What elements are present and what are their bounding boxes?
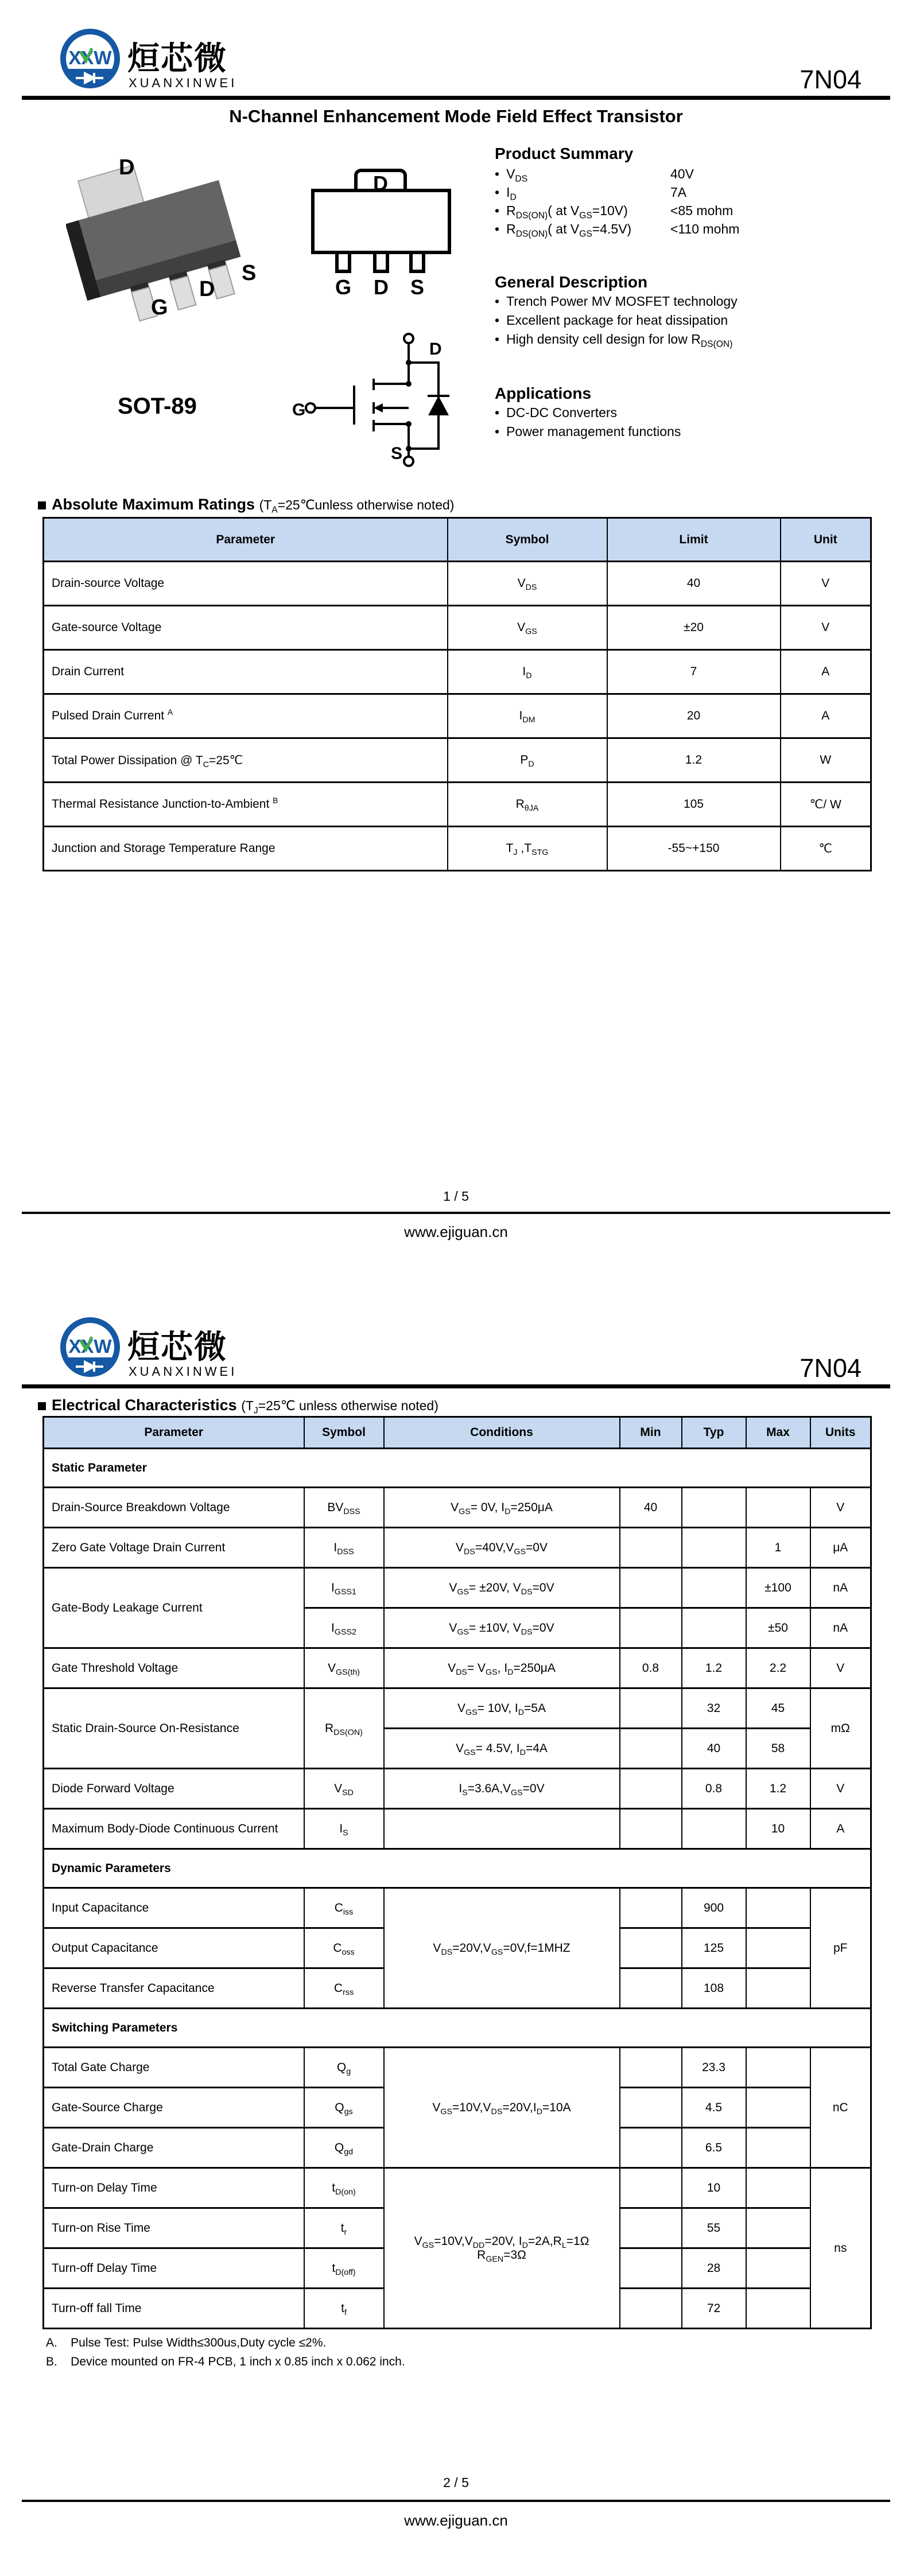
symbol-cell: $C_{oss}$: [304, 1928, 384, 1968]
unit-cell: W: [781, 738, 871, 783]
max-cell: 1: [746, 1528, 810, 1568]
symbol-cell: $t_{D(on)}$: [304, 2168, 384, 2208]
limit-cell: 20: [607, 694, 781, 738]
conditions-cell: [384, 2168, 620, 2329]
svg-text:G: G: [335, 275, 352, 298]
col-header-symbol: Symbol: [304, 1417, 384, 1449]
symbol-cell: $t_f$: [304, 2289, 384, 2329]
typ-cell: [682, 1528, 746, 1568]
conditions-cell: $I_S=3.6A,V_{GS}=0V$: [384, 1769, 620, 1809]
company-logo-icon: [57, 1315, 123, 1380]
elec-char-heading: [38, 1396, 438, 1414]
typ-cell: [682, 1488, 746, 1528]
col-header-max: Max: [746, 1417, 810, 1449]
param-cell: Gate Threshold Voltage: [44, 1648, 304, 1688]
symbol-cell: $t_{D(off)}$: [304, 2248, 384, 2289]
summary-item-value: <110 mohm: [670, 221, 740, 236]
max-cell: [746, 2048, 810, 2088]
typ-cell: 125: [682, 1928, 746, 1968]
header-rule: [22, 96, 890, 100]
max-cell: 10: [746, 1809, 810, 1849]
param-cell: Static Drain-Source On-Resistance: [44, 1688, 304, 1769]
pinout-diagram: [310, 164, 453, 298]
page-number: 1 / 5: [443, 1189, 469, 1204]
min-cell: [620, 2248, 682, 2289]
conditions-cell: $V_{GS}= 0V$, $I_D=250\mu A$: [384, 1488, 620, 1528]
symbol-cell: $C_{rss}$: [304, 1968, 384, 2009]
section-bullet-icon: [38, 501, 46, 509]
package-3d-image: [66, 145, 261, 322]
min-cell: [620, 1729, 682, 1769]
table-row: [44, 694, 871, 738]
svg-text:D: D: [119, 155, 135, 180]
units-cell: μA: [810, 1528, 871, 1568]
typ-cell: 28: [682, 2248, 746, 2289]
summary-item-label: • $R_{DS(ON)}$( at $V_{GS}=4.5V$): [495, 223, 670, 236]
table-row: [44, 606, 871, 650]
typ-cell: 72: [682, 2289, 746, 2329]
table-row: [44, 1809, 871, 1849]
table-row: [44, 738, 871, 783]
min-cell: [620, 1568, 682, 1608]
footer-rule: [22, 2500, 890, 2502]
conditions-cell: $V_{GS}=10V,V_{DS}=20V,I_D=10A$: [384, 2048, 620, 2168]
symbol-cell: $T_J$ $,T_{STG}$: [448, 827, 607, 871]
param-cell: Total Power Dissipation @ $T_C=25℃$: [44, 738, 448, 783]
col-header-units: Units: [810, 1417, 871, 1449]
mosfet-symbol: [290, 328, 456, 474]
svg-text:G: G: [151, 295, 168, 320]
table-row: [44, 1488, 871, 1528]
typ-cell: 23.3: [682, 2048, 746, 2088]
col-header-conditions: Conditions: [384, 1417, 620, 1449]
param-cell: Zero Gate Voltage Drain Current: [44, 1528, 304, 1568]
unit-cell: ℃: [781, 827, 871, 871]
max-cell: [746, 1488, 810, 1528]
list-item: • DC-DC Converters: [495, 406, 681, 419]
min-cell: [620, 1688, 682, 1729]
min-cell: [620, 2208, 682, 2248]
conditions-cell: $V_{GS}= 10V$, $I_D=5A$: [384, 1688, 620, 1729]
table-row: [44, 2048, 871, 2088]
symbol-cell: $V_{GS}$: [448, 606, 607, 650]
typ-cell: 4.5: [682, 2088, 746, 2128]
svg-text:D: D: [429, 340, 442, 359]
typ-cell: [682, 1809, 746, 1849]
max-cell: [746, 2248, 810, 2289]
typ-cell: 0.8: [682, 1769, 746, 1809]
symbol-cell: $Q_g$: [304, 2048, 384, 2088]
col-header-typ: Typ: [682, 1417, 746, 1449]
max-cell: [746, 2168, 810, 2208]
abs-max-table: [42, 517, 872, 871]
list-item: • Trench Power MV MOSFET technology: [495, 295, 738, 308]
max-cell: ±50: [746, 1608, 810, 1648]
limit-cell: ±20: [607, 606, 781, 650]
symbol-cell: $V_{DS}$: [448, 562, 607, 606]
applications-heading: Applications: [495, 384, 592, 402]
conditions-cell: $V_{DS}=40V,V_{GS}=0V$: [384, 1528, 620, 1568]
package-label: SOT-89: [118, 394, 197, 419]
min-cell: [620, 1888, 682, 1928]
symbol-cell: $BV_{DSS}$: [304, 1488, 384, 1528]
limit-cell: 105: [607, 783, 781, 827]
summary-item-label: • $V_{DS}$: [495, 168, 670, 181]
param-cell: Output Capacitance: [44, 1928, 304, 1968]
svg-text:D: D: [373, 172, 388, 195]
table-row: [44, 1688, 871, 1729]
section-bullet-icon: [38, 1402, 46, 1410]
typ-cell: 32: [682, 1688, 746, 1729]
product-summary-list: [495, 166, 862, 239]
limit-cell: -55~+150: [607, 827, 781, 871]
summary-item-label: • $R_{DS(ON)}$( at $V_{GS}=10V$): [495, 204, 670, 217]
max-cell: [746, 2208, 810, 2248]
units-cell: V: [810, 1488, 871, 1528]
conditions-cell: [384, 1809, 620, 1849]
param-cell: Turn-off Delay Time: [44, 2248, 304, 2289]
param-cell: Turn-on Rise Time: [44, 2208, 304, 2248]
symbol-cell: $I_D$: [448, 650, 607, 694]
header-rule: [22, 1384, 890, 1388]
table-row: [44, 1769, 871, 1809]
elec-char-heading-note: ($T_J=25℃$ unless otherwise noted): [241, 1398, 438, 1416]
svg-text:XXW: XXW: [68, 1336, 112, 1357]
table-row: [44, 1648, 871, 1688]
conditions-cell: $V_{GS}= \pm 20V$, $V_{DS}=0V$: [384, 1568, 620, 1608]
table-notes: [46, 2334, 405, 2371]
max-cell: 1.2: [746, 1769, 810, 1809]
col-header-unit: Unit: [781, 518, 871, 562]
summary-item-value: 7A: [670, 185, 687, 200]
unit-cell: A: [781, 694, 871, 738]
summary-item-value: 40V: [670, 166, 694, 181]
param-cell: Diode Forward Voltage: [44, 1769, 304, 1809]
section-row: [44, 2009, 871, 2048]
max-cell: ±100: [746, 1568, 810, 1608]
unit-cell: ℃/ W: [781, 783, 871, 827]
list-item: • Excellent package for heat dissipation: [495, 314, 738, 327]
typ-cell: 40: [682, 1729, 746, 1769]
table-row: [44, 2168, 871, 2208]
param-cell: Turn-off fall Time: [44, 2289, 304, 2329]
min-cell: [620, 1608, 682, 1648]
param-cell: Turn-on Delay Time: [44, 2168, 304, 2208]
svg-text:D: D: [374, 275, 389, 298]
conditions-cell: $V_{GS}= 4.5V$, $I_D=4A$: [384, 1729, 620, 1769]
col-header-limit: Limit: [607, 518, 781, 562]
min-cell: [620, 2168, 682, 2208]
symbol-cell: $V_{GS(th)}$: [304, 1648, 384, 1688]
summary-item-label: • $I_D$: [495, 186, 670, 199]
max-cell: [746, 1888, 810, 1928]
conditions-cell: $V_{DS}=20V,V_{GS}=0V,f=1MHZ$: [384, 1888, 620, 2009]
max-cell: 2.2: [746, 1648, 810, 1688]
param-cell: Thermal Resistance Junction-to-Ambient $^B$: [44, 783, 448, 827]
symbol-cell: $Q_{gs}$: [304, 2088, 384, 2128]
max-cell: [746, 1968, 810, 2009]
elec-char-table: [42, 1416, 872, 2329]
min-cell: [620, 1528, 682, 1568]
table-row: [44, 1568, 871, 1608]
param-cell: Pulsed Drain Current $^A$: [44, 694, 448, 738]
conditions-line1: $V_{GS}=10V,V_{DD}=20V$, $I_D=2A,R_L=1\Omega$: [414, 2234, 589, 2250]
brand-name-cn: 烜芯微: [127, 1329, 227, 1365]
param-cell: Reverse Transfer Capacitance: [44, 1968, 304, 2009]
symbol-cell: $I_{DSS}$: [304, 1528, 384, 1568]
svg-text:XXW: XXW: [68, 47, 112, 68]
product-summary-heading: Product Summary: [495, 145, 634, 162]
table-row: [44, 1528, 871, 1568]
list-item: • High density cell design for low $R_{DS(ON)}$: [495, 333, 738, 346]
svg-text:S: S: [242, 261, 257, 285]
page-title: N-Channel Enhancement Mode Field Effect Transistor: [229, 106, 683, 126]
typ-cell: 108: [682, 1968, 746, 2009]
max-cell: 45: [746, 1688, 810, 1729]
footer-rule: [22, 1212, 890, 1214]
limit-cell: 1.2: [607, 738, 781, 783]
unit-cell: V: [781, 562, 871, 606]
unit-cell: V: [781, 606, 871, 650]
abs-max-heading-text: Absolute Maximum Ratings: [52, 496, 255, 513]
unit-cell: A: [781, 650, 871, 694]
param-cell: Total Gate Charge: [44, 2048, 304, 2088]
section-row: [44, 1849, 871, 1888]
section-label: Dynamic Parameters: [44, 1849, 871, 1888]
table-row: [44, 1888, 871, 1928]
conditions-line2: $R_{GEN}=3\Omega$: [477, 2248, 526, 2264]
param-cell: Gate-Body Leakage Current: [44, 1568, 304, 1648]
symbol-cell: $R_{\theta JA}$: [448, 783, 607, 827]
col-header-min: Min: [620, 1417, 682, 1449]
company-logo-icon: [57, 26, 123, 92]
table-row: [44, 562, 871, 606]
col-header-parameter: Parameter: [44, 518, 448, 562]
brand-name-cn: 烜芯微: [127, 40, 227, 76]
units-cell: nA: [810, 1608, 871, 1648]
section-row: [44, 1449, 871, 1488]
svg-text:S: S: [410, 275, 425, 298]
page-number: 2 / 5: [443, 2475, 469, 2490]
part-number: 7N04: [800, 1353, 861, 1383]
min-cell: 40: [620, 1488, 682, 1528]
symbol-cell: $I_{GSS1}$: [304, 1568, 384, 1608]
units-cell: mΩ: [810, 1688, 871, 1769]
symbol-cell: $P_D$: [448, 738, 607, 783]
website-url: www.ejiguan.cn: [404, 2512, 508, 2529]
max-cell: [746, 1928, 810, 1968]
param-cell: Drain Current: [44, 650, 448, 694]
table-header-row: [44, 1417, 871, 1449]
typ-cell: 55: [682, 2208, 746, 2248]
elec-char-heading-text: Electrical Characteristics: [52, 1396, 237, 1414]
symbol-cell: $I_{GSS2}$: [304, 1608, 384, 1648]
part-number: 7N04: [800, 65, 861, 94]
abs-max-heading: [38, 496, 454, 513]
max-cell: 58: [746, 1729, 810, 1769]
typ-cell: [682, 1568, 746, 1608]
conditions-cell: $V_{GS}= \pm 10V$, $V_{DS}=0V$: [384, 1608, 620, 1648]
list-item: • Power management functions: [495, 425, 681, 438]
min-cell: [620, 1928, 682, 1968]
svg-text:G: G: [292, 400, 306, 419]
limit-cell: 40: [607, 562, 781, 606]
units-cell: nA: [810, 1568, 871, 1608]
col-header-symbol: Symbol: [448, 518, 607, 562]
limit-cell: 7: [607, 650, 781, 694]
svg-text:S: S: [391, 444, 403, 463]
general-description-heading: General Description: [495, 273, 648, 291]
note-b: B. Device mounted on FR-4 PCB, 1 inch x 0.85 inch x 0.062 inch.: [46, 2355, 405, 2368]
min-cell: [620, 1968, 682, 2009]
summary-item-value: <85 mohm: [670, 203, 734, 218]
section-label: Switching Parameters: [44, 2009, 871, 2048]
max-cell: [746, 2128, 810, 2168]
table-header-row: [44, 518, 871, 562]
max-cell: [746, 2289, 810, 2329]
col-header-parameter: Parameter: [44, 1417, 304, 1449]
website-url: www.ejiguan.cn: [404, 1223, 508, 1240]
units-cell: nC: [810, 2048, 871, 2168]
applications-list: [495, 406, 681, 438]
max-cell: [746, 2088, 810, 2128]
typ-cell: 900: [682, 1888, 746, 1928]
symbol-cell: $R_{DS(ON)}$: [304, 1688, 384, 1769]
min-cell: [620, 2088, 682, 2128]
min-cell: [620, 2128, 682, 2168]
section-label: Static Parameter: [44, 1449, 871, 1488]
param-cell: Junction and Storage Temperature Range: [44, 827, 448, 871]
conditions-cell: $V_{DS}= V_{GS}$, $I_D=250\mu A$: [384, 1648, 620, 1688]
table-row: [44, 650, 871, 694]
param-cell: Input Capacitance: [44, 1888, 304, 1928]
typ-cell: 10: [682, 2168, 746, 2208]
symbol-cell: $V_{SD}$: [304, 1769, 384, 1809]
min-cell: [620, 2048, 682, 2088]
units-cell: pF: [810, 1888, 871, 2009]
units-cell: V: [810, 1769, 871, 1809]
param-cell: Drain-source Voltage: [44, 562, 448, 606]
param-cell: Drain-Source Breakdown Voltage: [44, 1488, 304, 1528]
param-cell: Maximum Body-Diode Continuous Current: [44, 1809, 304, 1849]
symbol-cell: $C_{iss}$: [304, 1888, 384, 1928]
typ-cell: 1.2: [682, 1648, 746, 1688]
abs-max-heading-note: ($T_A=25℃unless$ otherwise noted): [259, 497, 455, 515]
svg-text:D: D: [199, 277, 215, 301]
units-cell: ns: [810, 2168, 871, 2329]
param-cell: Gate-Source Charge: [44, 2088, 304, 2128]
min-cell: 0.8: [620, 1648, 682, 1688]
typ-cell: [682, 1608, 746, 1648]
param-cell: Gate-Drain Charge: [44, 2128, 304, 2168]
min-cell: [620, 2289, 682, 2329]
brand-name-en: XUANXINWEI: [129, 76, 238, 90]
units-cell: V: [810, 1648, 871, 1688]
symbol-cell: $I_{DM}$: [448, 694, 607, 738]
general-description-list: [495, 294, 738, 349]
symbol-cell: $I_S$: [304, 1809, 384, 1849]
min-cell: [620, 1809, 682, 1849]
table-row: [44, 827, 871, 871]
symbol-cell: $Q_{gd}$: [304, 2128, 384, 2168]
brand-name-en: XUANXINWEI: [129, 1364, 238, 1379]
units-cell: A: [810, 1809, 871, 1849]
param-cell: Gate-source Voltage: [44, 606, 448, 650]
symbol-cell: $t_r$: [304, 2208, 384, 2248]
typ-cell: 6.5: [682, 2128, 746, 2168]
min-cell: [620, 1769, 682, 1809]
table-row: [44, 783, 871, 827]
note-a: A. Pulse Test: Pulse Width≤300us,Duty cycle ≤2%.: [46, 2336, 327, 2349]
